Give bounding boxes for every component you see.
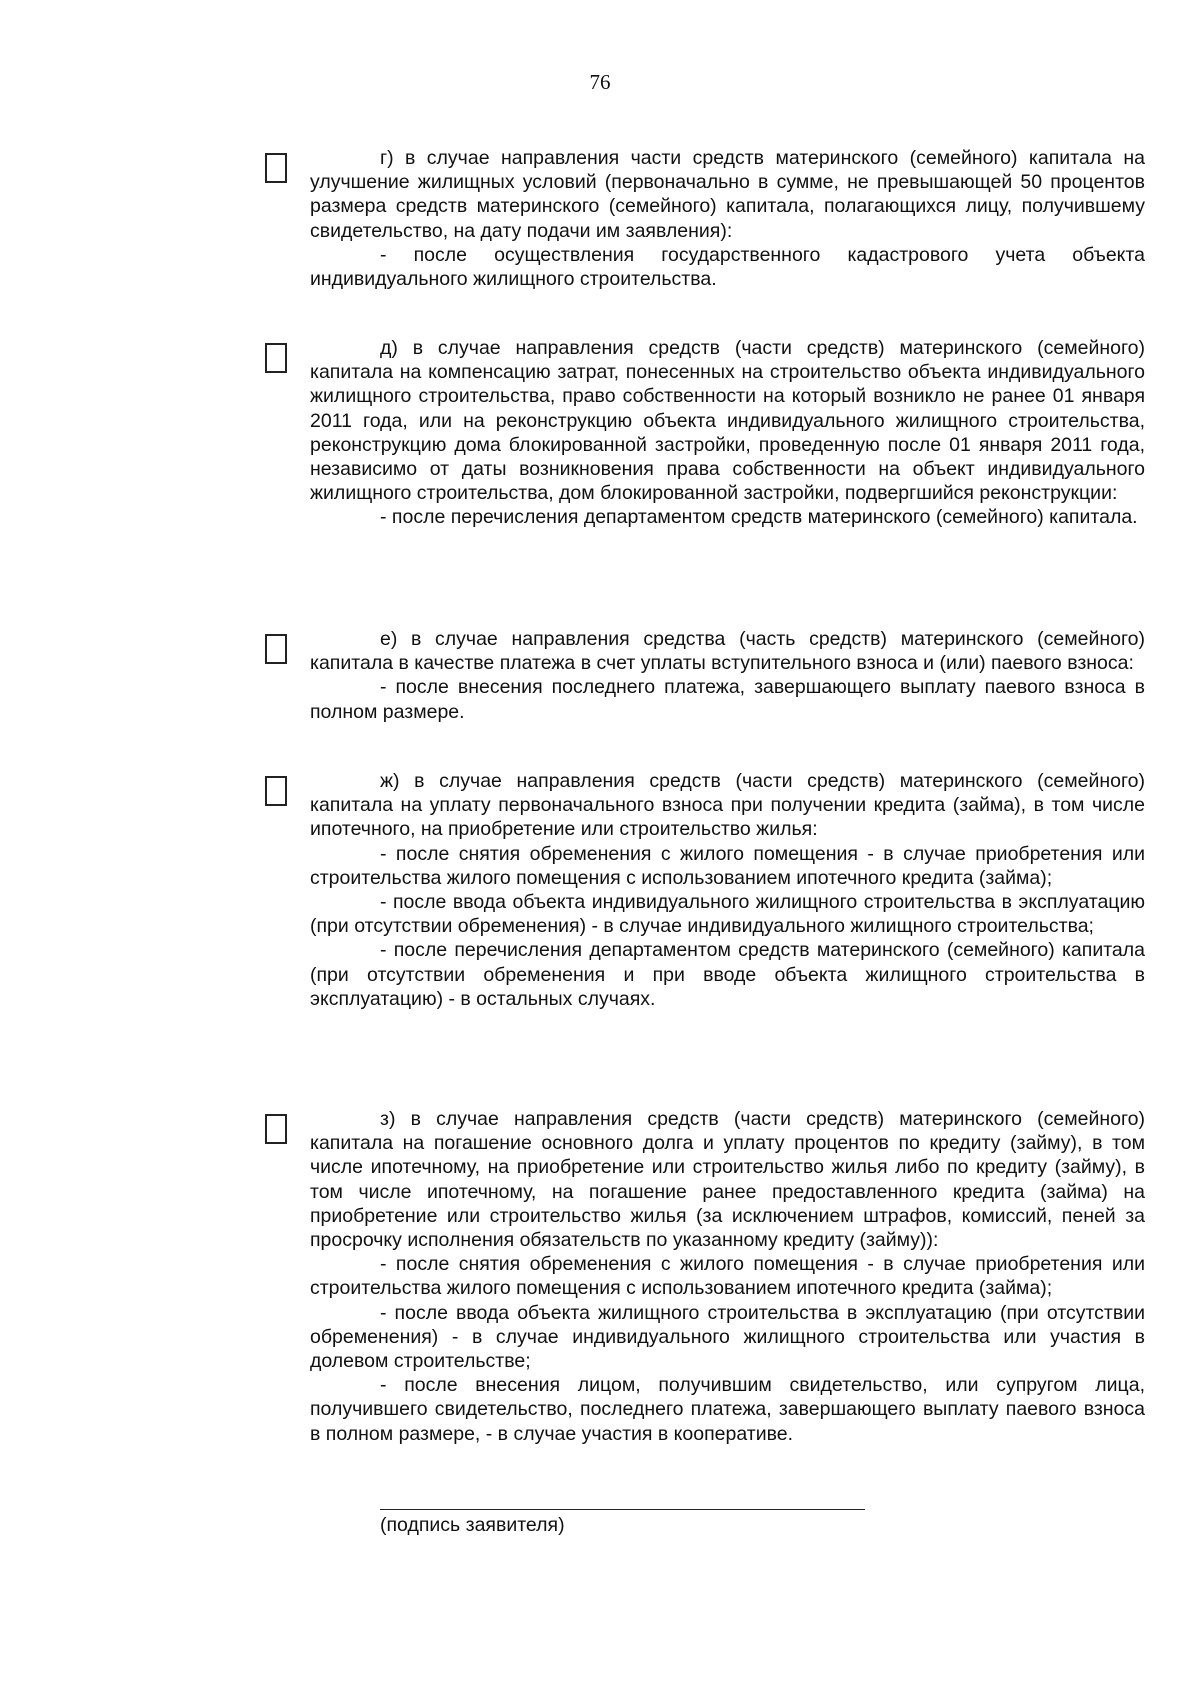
option-condition: - после ввода объекта жилищного строительства в эксплуатацию (при отсутствии обременения) - в случае индивидуального жилищного строительства или участия в долевом строительстве;	[310, 1301, 1145, 1373]
option-condition: - после снятия обременения с жилого помещения - в случае приобретения или строительства жилого помещения с использованием ипотечного кредита (займа);	[310, 1253, 1145, 1300]
option-text-d	[310, 336, 1145, 530]
option-text-e	[310, 627, 1145, 724]
option-condition: - после перечисления департаментом средств материнского (семейного) капитала (при отсутствии обременения и при вводе объекта жилищного строительства в эксплуатацию) - в остальных случаях.	[310, 939, 1145, 1010]
option-text-zh	[310, 769, 1145, 1011]
option-condition: - после осуществления государственного кадастрового учета объекта индивидуального жилищного строительства.	[310, 243, 1145, 291]
signature-label: (подпись заявителя)	[380, 1514, 565, 1536]
option-condition: - после внесения последнего платежа, завершающего выплату паевого взноса в полном размере.	[310, 676, 1145, 723]
checkbox-item-z[interactable]	[265, 1114, 287, 1144]
option-heading: з) в случае направления средств (части средств) материнского (семейного) капитала на погашение основного долга и уплату процентов по кредиту (займу), в том числе ипотечному, на приобретение или строительство жилья либо по кредиту (займу), в том числе ипотечному, на погашение ранее предоставленного кредита (займа) на приобретение или строительство жилья (за исключением штрафов, комиссий, пеней за просрочку исполнения обязательств по указанному кредиту (займу)):	[310, 1108, 1145, 1252]
checkbox-item-e[interactable]	[265, 634, 287, 664]
option-condition: - после внесения лицом, получившим свидетельство, или супругом лица, получившего свидетельство, последнего платежа, завершающего выплату паевого взноса в полном размере, - в случае участия в кооперативе.	[310, 1374, 1145, 1445]
option-condition: - после ввода объекта индивидуального жилищного строительства в эксплуатацию (при отсутствии обременения) - в случае индивидуального жилищного строительства;	[310, 891, 1145, 938]
checkbox-item-d[interactable]	[265, 343, 287, 373]
option-text-g	[310, 146, 1145, 291]
option-heading: ж) в случае направления средств (части средств) материнского (семейного) капитала на уплату первоначального взноса при получении кредита (займа), в том числе ипотечного, на приобретение или строительство жилья:	[310, 770, 1145, 841]
signature-block	[380, 1509, 870, 1537]
option-heading: д) в случае направления средств (части средств) материнского (семейного) капитала на компенсацию затрат, понесенных на строительство объекта индивидуального жилищного строительства, право собственности на который возникло не ранее 01 января 2011 года, или на реконструкцию объекта индивидуального жилищного строительства, реконструкцию дома блокированной застройки, проведенную после 01 января 2011 года, независимо от даты возникновения права собственности на объект индивидуального жилищного строительства, дом блокированной застройки, подвергшийся реконструкции:	[310, 337, 1145, 505]
option-condition: - после перечисления департаментом средств материнского (семейного) капитала.	[380, 506, 1138, 529]
option-text-z	[310, 1107, 1145, 1446]
signature-line[interactable]	[380, 1509, 865, 1510]
page-number: 76	[589, 70, 611, 94]
option-heading: е) в случае направления средства (часть средств) материнского (семейного) капитала в качестве платежа в счет уплаты вступительного взноса и (или) паевого взноса:	[310, 628, 1145, 675]
option-heading: г) в случае направления части средств материнского (семейного) капитала на улучшение жилищных условий (первоначально в сумме, не превышающей 50 процентов размера средств материнского (семейного) капитала, полагающихся лицу, получившему свидетельство, на дату подачи им заявления):	[310, 147, 1145, 242]
option-condition: - после снятия обременения с жилого помещения - в случае приобретения или строительства жилого помещения с использованием ипотечного кредита (займа);	[310, 842, 1145, 889]
checkbox-item-zh[interactable]	[265, 776, 287, 806]
checkbox-item-g[interactable]	[265, 153, 287, 183]
